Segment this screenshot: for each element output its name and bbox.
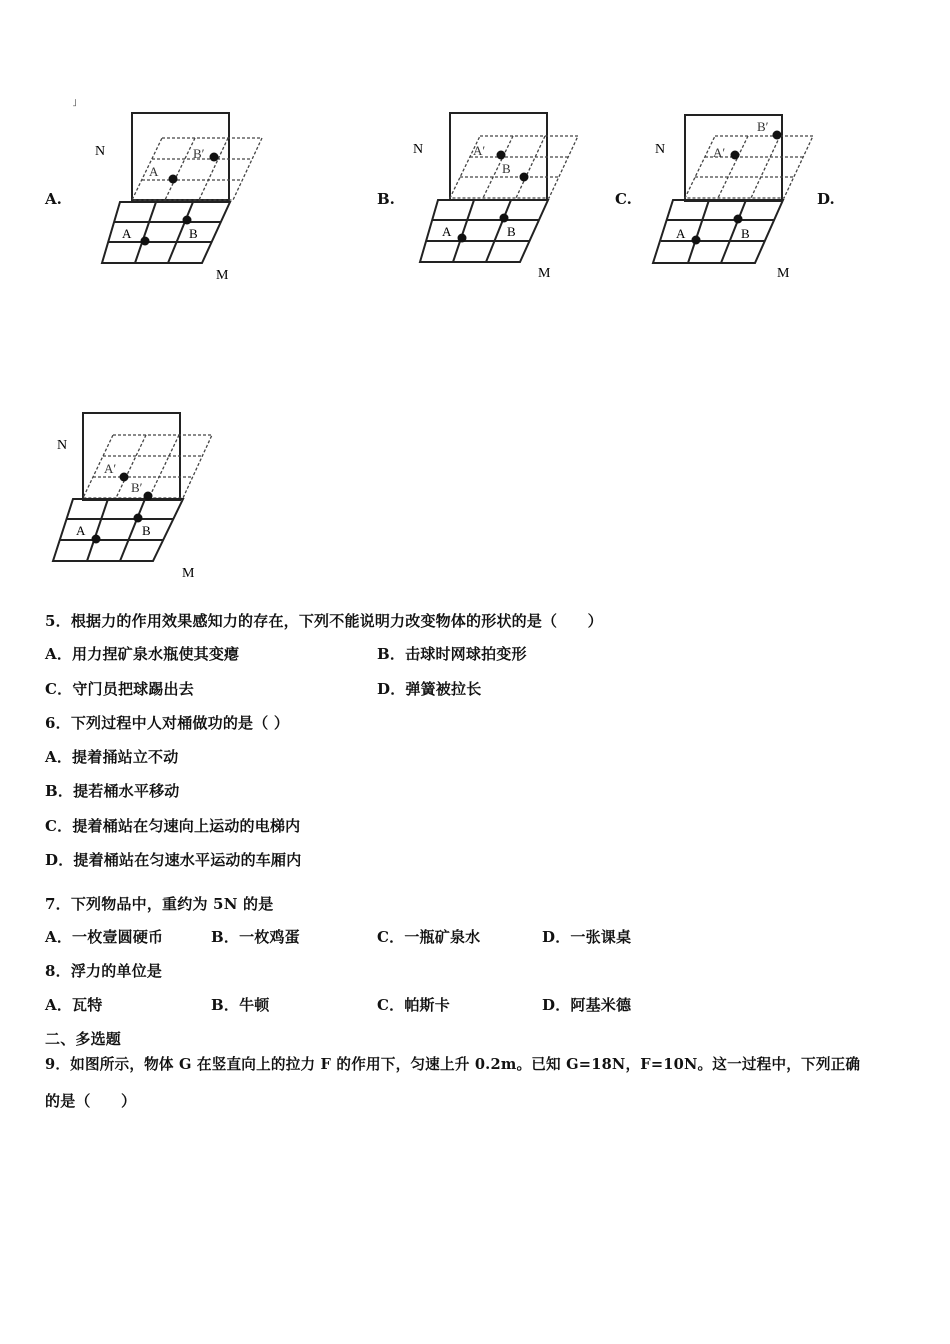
question-7-option-c: C．一瓶矿泉水 (377, 928, 481, 946)
image-point-label: A (149, 164, 159, 179)
point-a-label: A (442, 224, 452, 239)
question-6-stem: 6．下列过程中人对桶做功的是（ ） (45, 714, 290, 732)
figure-option-label-d: D. (817, 190, 835, 208)
question-8-option-b: B．牛顿 (211, 996, 270, 1014)
point-a-label: A (676, 226, 686, 241)
figure-option-label-c: C. (615, 190, 632, 208)
plane-m-label: M (777, 266, 790, 281)
question-5-option-a: A．用力捏矿泉水瓶使其变瘪 (45, 645, 240, 663)
question-5-option-c: C．守门员把球踢出去 (45, 680, 194, 698)
point-b-label: B (142, 523, 151, 538)
image-point-label: B (502, 161, 511, 176)
question-5-stem: 5．根据力的作用效果感知力的存在，下列不能说明力改变物体的形状的是（ ） (45, 612, 603, 630)
figure-c-diagram (645, 105, 825, 285)
plane-m-label: M (182, 566, 195, 581)
figure-b-diagram (410, 105, 590, 285)
plane-n-label: N (57, 438, 68, 453)
plane-m-label: M (216, 268, 229, 283)
section-2-title: 二、多选题 (45, 1030, 122, 1048)
point-b-label: B (507, 224, 516, 239)
question-8-option-c: C．帕斯卡 (377, 996, 450, 1014)
point-b-label: B (741, 226, 750, 241)
figure-option-label-a: A. (45, 190, 62, 208)
question-7-option-d: D．一张课桌 (542, 928, 632, 946)
image-point-label: B′ (757, 119, 769, 134)
question-6-option-a: A．提着捅站立不动 (45, 748, 179, 766)
question-8-stem: 8．浮力的单位是 (45, 962, 163, 980)
plane-n-label: N (95, 144, 106, 159)
question-8-option-a: A．瓦特 (45, 996, 103, 1014)
image-point-label: A′ (473, 143, 486, 158)
point-a-label: A (76, 523, 86, 538)
image-point-label: B′ (193, 146, 205, 161)
figure-d-diagram (45, 405, 225, 590)
question-8-option-d: D．阿基米德 (542, 996, 632, 1014)
plane-n-label: N (655, 142, 666, 157)
question-6-option-b: B．提若桶水平移动 (45, 782, 180, 800)
point-a-label: A (122, 226, 132, 241)
image-point-label: A′ (713, 145, 726, 160)
question-7-option-b: B．一枚鸡蛋 (211, 928, 300, 946)
image-point-label: B′ (131, 480, 143, 495)
figure-option-label-b: B. (377, 190, 395, 208)
question-9-stem-line-1: 9．如图所示，物体 G 在竖直向上的拉力 F 的作用下，匀速上升 0.2m。已知 G=18N，F=10N。这一过程中，下列正确 (45, 1056, 861, 1073)
question-5-option-d: D．弹簧被拉长 (377, 680, 482, 698)
question-7-option-a: A．一枚壹圆硬币 (45, 928, 164, 946)
corner-mark: ˩ (72, 98, 77, 109)
question-6-option-d: D．提着桶站在匀速水平运动的车厢内 (45, 851, 302, 869)
question-7-stem: 7．下列物品中，重约为 5N 的是 (45, 895, 274, 913)
image-point-label: A′ (104, 461, 117, 476)
plane-n-label: N (413, 142, 424, 157)
question-5-option-b: B．击球时网球拍变形 (377, 645, 527, 663)
plane-m-label: M (538, 266, 551, 281)
figure-a-diagram (90, 105, 270, 285)
question-6-option-c: C．提着桶站在匀速向上运动的电梯内 (45, 817, 301, 835)
point-b-label: B (189, 226, 198, 241)
question-9-stem-line-2: 的是（ ） (45, 1092, 137, 1110)
